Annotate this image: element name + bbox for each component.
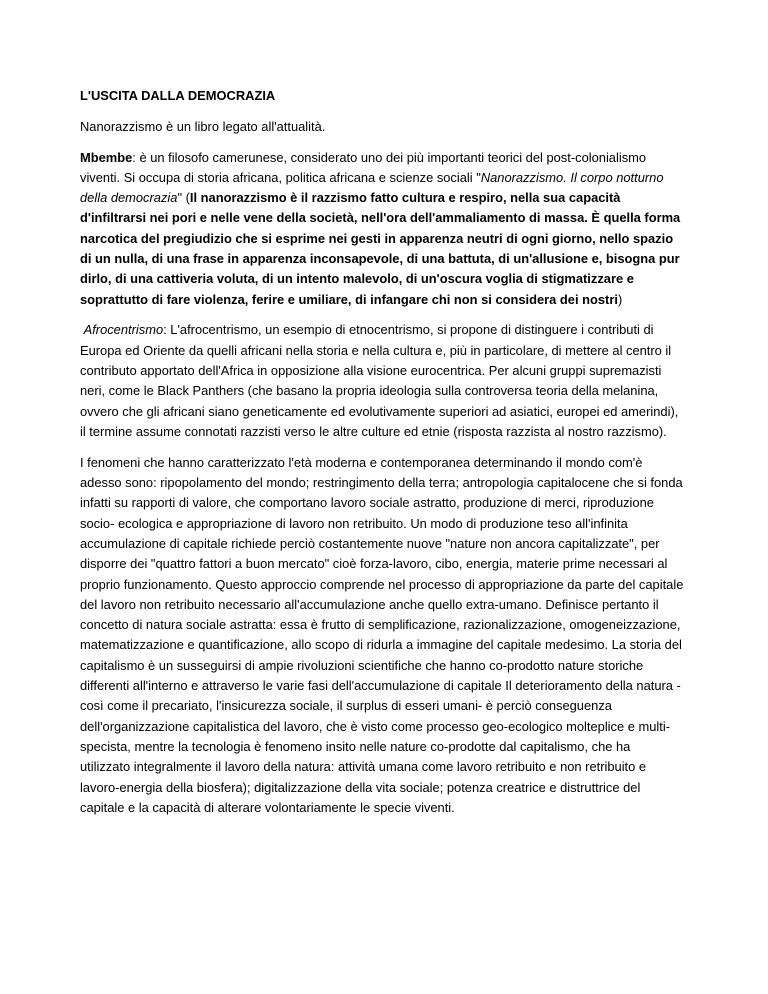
afrocentrismo-text: : L'afrocentrismo, un esempio di etnocentrismo, si propone di distinguere i contributi di Europa ed Oriente da quelli africani nella storia e nella cultura e, più in particolare, di mettere al centro il contributo apportato dell'Africa in opposizione alla visione eurocentrica. Per alcuni gruppi supremazisti neri, come le Black Panthers (che basano la propria ideologia sulla controversa teoria della melanina, ovvero che gli africani siano geneticamente ed evolutivamente superiori ad asiatici, europei ed amerindi), il termine assume connotati razzisti verso le altre culture ed etnie (risposta razzista al nostro razzismo). (80, 322, 679, 439)
mbembe-quote-close: ) (617, 291, 623, 307)
afrocentrismo-term: Afrocentrismo (83, 322, 164, 338)
mbembe-bold-quote: Il nanorazzismo è il razzismo fatto cultura e respiro, nella sua capacità d'infiltrarsi nei pori e nelle vene della società, nell'ora dell'ammaliamento di massa. È quella forma narcotica del pregiudizio che si esprime nei gesti in apparenza neutri di ogni giorno, nello spazio di un nulla, di una frase in apparenza inconsapevole, di una battuta, di un'allusione e, bisogna pur dirlo, di una cattiveria voluta, di un intento malevolo, di un'oscura voglia di stigmatizzare e soprattutto di fare violenza, ferire e umiliare, di infangare chi non si considera dei nostri (80, 190, 681, 307)
document-page (80, 86, 684, 829)
mbembe-description: : è un filosofo camerunese, considerato uno dei più importanti teorici del post-colonialismo viventi. Si occupa di storia africana, politica africana e scienze sociali " (80, 149, 647, 185)
document-heading: L'USCITA DALLA DEMOCRAZIA (80, 88, 276, 103)
mbembe-paragraph (80, 148, 684, 310)
mbembe-quote-open: " ( (177, 190, 190, 206)
intro-paragraph: Nanorazzismo è un libro legato all'attualità. (80, 118, 326, 134)
mbembe-book-title: Nanorazzismo. Il corpo notturno della democrazia (80, 169, 664, 206)
afrocentrismo-paragraph (80, 320, 684, 442)
fenomeni-paragraph: I fenomeni che hanno caratterizzato l'età moderna e contemporanea determinando il mondo com'è adesso sono: ripopolamento del mondo; restringimento della terra; antropologia capitalocene che si fonda infatti su rapporti di valore, che comportano lavoro sociale astratto, produzione di merci, riproduzione socio- ecologica e appropriazione di lavoro non retribuito. Un modo di produzione teso all'infinita accumulazione di capitale richiede perciò costantemente nuove "nature non ancora capitalizzate", per disporre dei "quattro fattori a buon mercato" cioè forza-lavoro, cibo, energia, materie prime necessari al proprio funzionamento. Questo approccio comprende nel processo di appropriazione da parte del capitale del lavoro non retribuito necessario all'accumulazione anche quello extra-umano. Definisce pertanto il concetto di natura sociale astratta: essa è frutto di semplificazione, razionalizzazione, omogeneizzazione, matematizzazione e quantificazione, allo scopo di ridurla a immagine del capitale medesimo. La storia del capitalismo è un susseguirsi di ampie rivoluzioni scientifiche che hanno co-prodotto nature storiche differenti all'interno e attraverso le varie fasi dell'accumulazione di capitale Il deterioramento della natura -così come il precariato, l'insicurezza sociale, il surplus di esseri umani- è perciò conseguenza dell'organizzazione capitalistica del lavoro, che è visto come processo geo-ecologico molteplice e multi- specista, mentre la tecnologia è fenomeno insito nelle nature co-prodotte dal capitalismo, che ha utilizzato integralmente il lavoro della natura: attività umana come lavoro retribuito e non retribuito e lavoro-energia della biosfera); digitalizzazione della vita sociale; potenza creatrice e distruttrice del capitale e la capacità di alterare volontariamente le specie viventi. (80, 454, 684, 815)
mbembe-term: Mbembe (80, 149, 133, 165)
